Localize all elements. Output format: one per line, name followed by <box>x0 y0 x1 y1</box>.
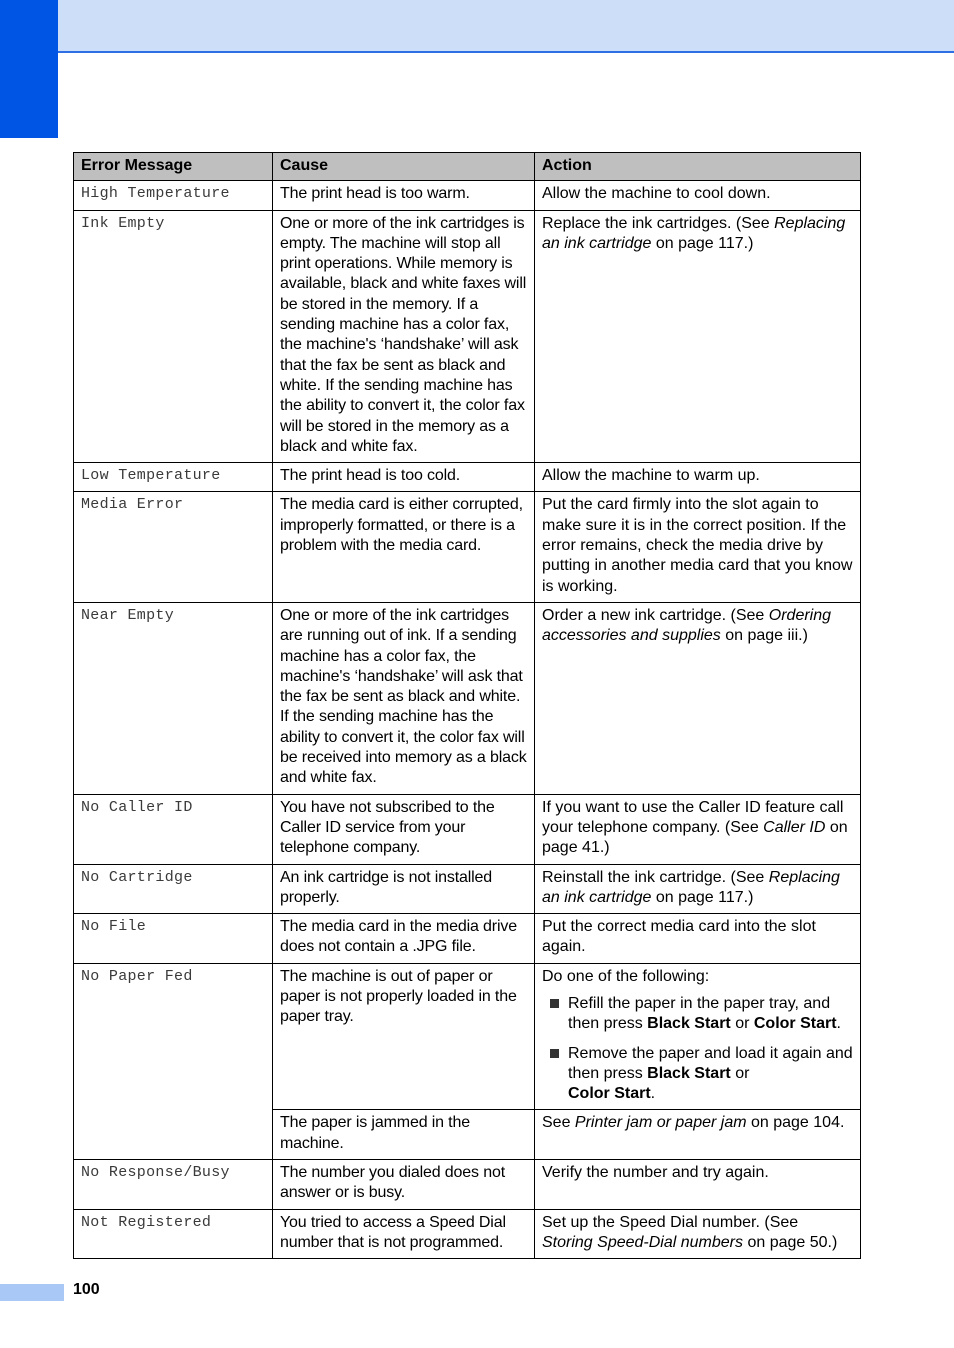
error-message: Media Error <box>74 492 273 602</box>
table-row <box>74 463 861 492</box>
action-text: Allow the machine to cool down. <box>542 185 771 203</box>
action-text: on page 41.) <box>542 818 848 857</box>
cause-cell: One or more of the ink cartridges are running out of ink. If a sending machine has a color fax, the machine's ‘handshake’ will ask that the fax be sent as black and white. If the sending machine has the ability to convert it, the color fax will be received into memory as a black and white fax. <box>273 602 535 794</box>
footer-accent-bar <box>0 1284 64 1301</box>
action-text: Put the correct media card into the slot again. <box>542 918 816 956</box>
cause-cell: The media card in the media drive does not contain a .JPG file. <box>273 914 535 964</box>
action-cell <box>535 1160 861 1210</box>
error-message: No Paper Fed <box>74 963 273 1159</box>
action-text: If you want to use the Caller ID feature call your telephone company. (See <box>542 798 844 836</box>
cause-cell: The print head is too warm. <box>273 181 535 210</box>
cross-reference-link[interactable]: Storing Speed-Dial numbers <box>542 1233 743 1251</box>
cause-cell: An ink cartridge is not installed properly. <box>273 864 535 914</box>
action-cell <box>535 602 861 794</box>
header-cause: Cause <box>273 153 535 181</box>
cause-cell: One or more of the ink cartridges is empty. The machine will stop all print operations. While memory is available, black and white faxes will be stored in the memory. If a sending machine has a color fax, the machine's ‘handshake’ will ask that the fax be sent as black and white. If the sending machine has the ability to convert it, the color fax will be stored in the memory as a black and white fax. <box>273 210 535 463</box>
error-message: No Response/Busy <box>74 1160 273 1210</box>
action-text: . <box>836 1015 841 1033</box>
action-text: See <box>542 1114 575 1132</box>
action-cell <box>535 864 861 914</box>
action-text: . <box>650 1085 656 1103</box>
cross-reference-link[interactable]: Replacing an ink cartridge <box>542 868 840 906</box>
cause-cell: The media card is either corrupted, improperly formatted, or there is a problem with the media card. <box>273 492 535 602</box>
action-cell <box>535 463 861 492</box>
action-cell <box>535 1110 861 1160</box>
header-band <box>58 0 954 53</box>
table-row <box>74 864 861 914</box>
cross-reference-link[interactable]: Replacing an ink cartridge <box>542 214 846 252</box>
error-message: No Cartridge <box>74 864 273 914</box>
action-cell <box>535 181 861 210</box>
action-text: Set up the Speed Dial number. (See <box>542 1213 799 1231</box>
action-text: Remove the paper and load it again and then press <box>568 1044 853 1082</box>
black-start-key: Black Start <box>647 1015 731 1033</box>
action-cell <box>535 210 861 463</box>
action-cell <box>535 492 861 602</box>
error-message: Low Temperature <box>74 463 273 492</box>
table-row <box>74 963 861 1110</box>
cause-cell: The number you dialed does not answer or is busy. <box>273 1160 535 1210</box>
action-text: Allow the machine to warm up. <box>542 467 760 485</box>
action-text: on page 50.) <box>743 1233 838 1251</box>
cross-reference-link[interactable]: Caller ID <box>763 818 826 836</box>
table-row <box>74 181 861 210</box>
error-message: No File <box>74 914 273 964</box>
table-row <box>74 914 861 964</box>
action-text: or <box>730 1064 750 1082</box>
black-start-key: Black Start <box>647 1064 731 1082</box>
action-bullet-list <box>542 994 853 1104</box>
table-row <box>74 602 861 794</box>
error-message: Ink Empty <box>74 210 273 463</box>
table-row <box>74 1160 861 1210</box>
action-text: on page 117.) <box>651 888 754 906</box>
color-start-key: Color Start <box>753 1015 837 1033</box>
cause-cell: You have not subscribed to the Caller ID service from your telephone company. <box>273 794 535 864</box>
list-item <box>542 994 853 1035</box>
error-message: No Caller ID <box>74 794 273 864</box>
action-text: on page iii.) <box>720 627 808 645</box>
error-message: High Temperature <box>74 181 273 210</box>
cause-cell: The print head is too cold. <box>273 463 535 492</box>
action-text: Order a new ink cartridge. (See <box>542 606 769 624</box>
action-text: or <box>730 1015 754 1033</box>
table-row <box>74 1209 861 1259</box>
action-text: Refill the paper in the paper tray, and then press <box>568 994 831 1033</box>
action-text: on page 104. <box>746 1114 845 1132</box>
action-cell <box>535 1209 861 1259</box>
error-message: Near Empty <box>74 602 273 794</box>
square-bullet-icon <box>550 999 559 1008</box>
action-text: Replace the ink cartridges. (See <box>542 214 775 232</box>
square-bullet-icon <box>550 1049 559 1058</box>
action-intro: Do one of the following: <box>542 967 710 985</box>
cause-cell: You tried to access a Speed Dial number that is not programmed. <box>273 1209 535 1259</box>
header-error-message: Error Message <box>74 153 273 181</box>
header-action: Action <box>535 153 861 181</box>
color-start-key: Color Start <box>568 1085 651 1103</box>
action-text: on page 117.) <box>651 234 754 252</box>
cross-reference-link[interactable]: Printer jam or paper jam <box>574 1114 747 1132</box>
cause-cell: The machine is out of paper or paper is not properly loaded in the paper tray. <box>273 963 535 1110</box>
cause-cell: The paper is jammed in the machine. <box>273 1110 535 1160</box>
action-cell <box>535 794 861 864</box>
chapter-tab <box>0 0 58 138</box>
error-message: Not Registered <box>74 1209 273 1259</box>
action-cell <box>535 963 861 1110</box>
cross-reference-link[interactable]: Ordering accessories and supplies <box>542 606 832 645</box>
action-cell <box>535 914 861 964</box>
page-number: 100 <box>73 1281 100 1298</box>
table-row <box>74 492 861 602</box>
list-item <box>542 1044 853 1105</box>
table-header-row <box>74 153 861 181</box>
table-row <box>74 794 861 864</box>
action-text: Put the card firmly into the slot again to make sure it is in the correct position. If the error remains, check the media drive by putting in another media card that you know is working. <box>542 496 853 595</box>
action-text: Verify the number and try again. <box>542 1164 769 1182</box>
action-text: Reinstall the ink cartridge. (See <box>542 868 769 886</box>
error-message-table <box>73 152 861 1259</box>
table-row <box>74 210 861 463</box>
